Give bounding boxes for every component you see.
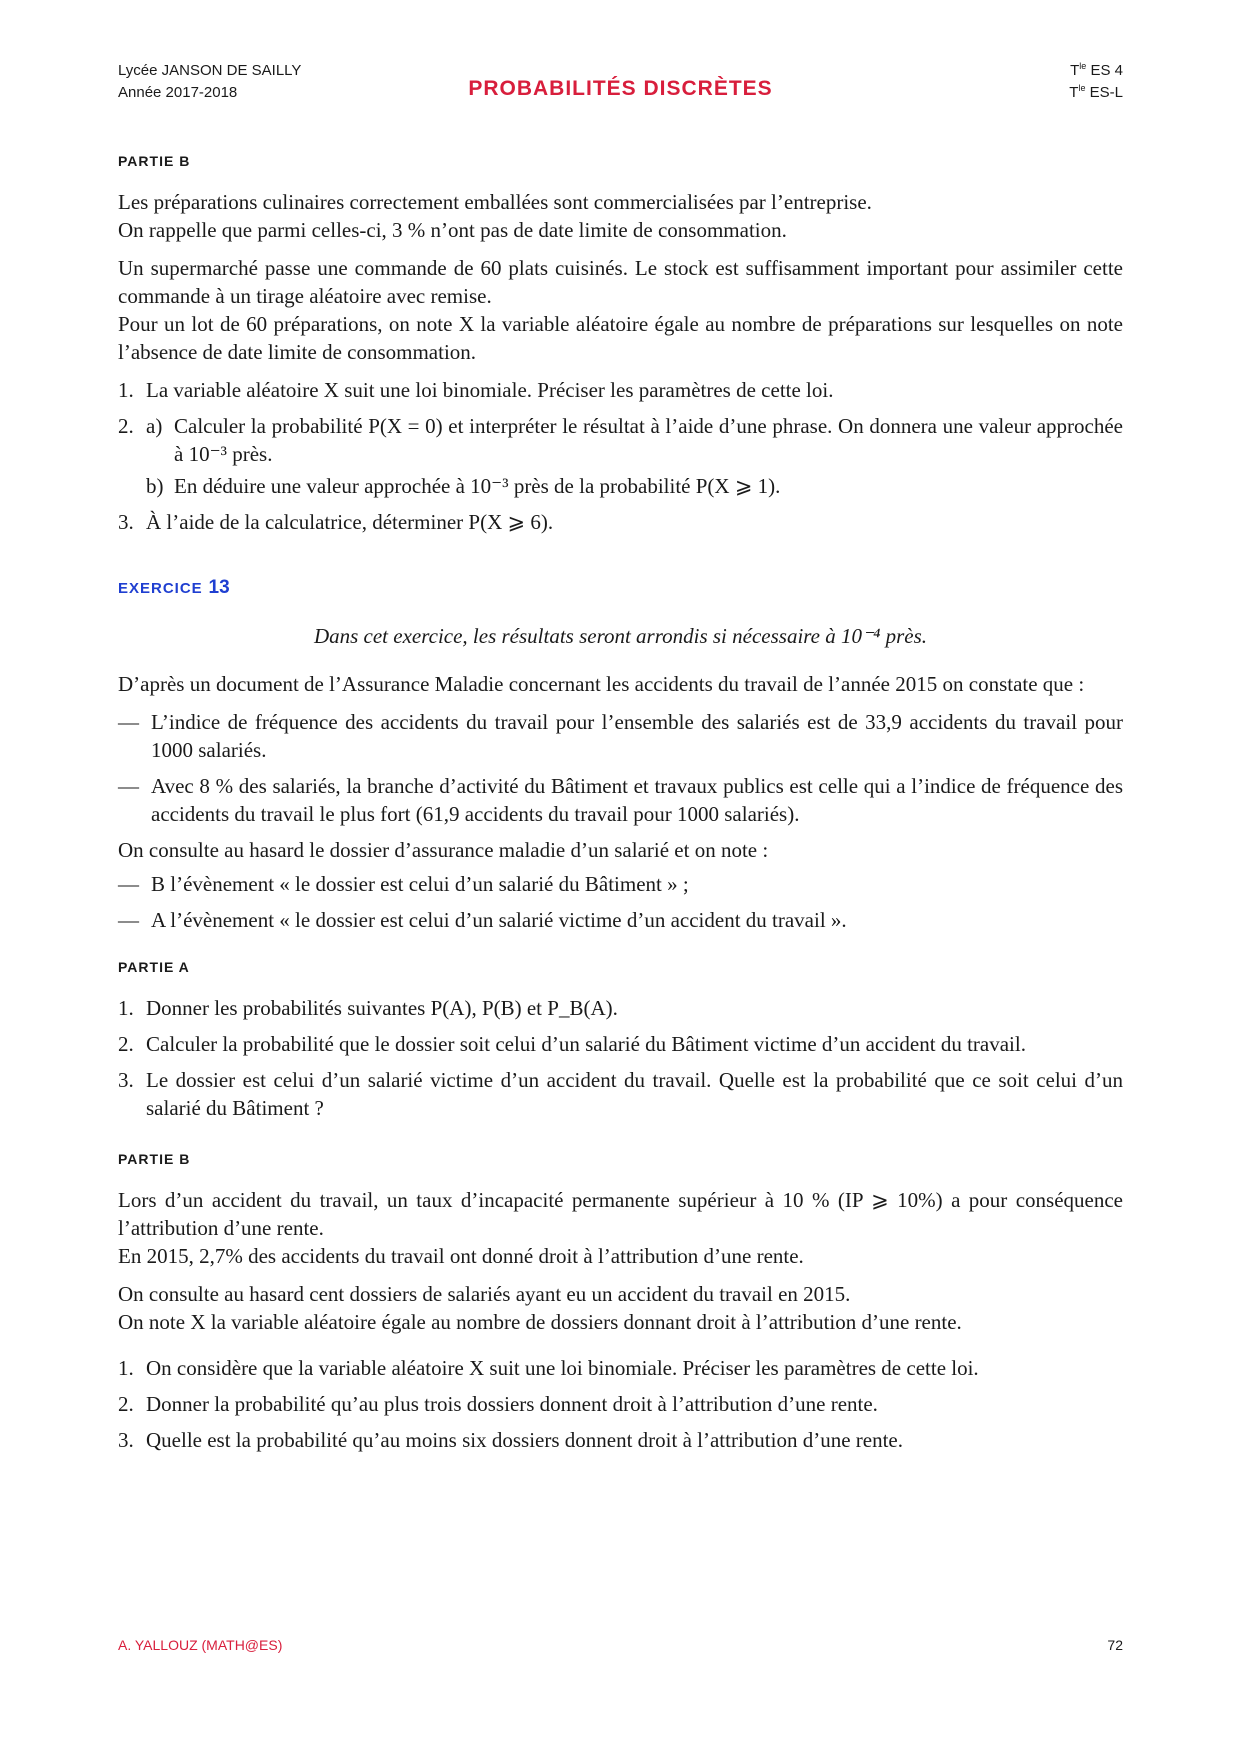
paragraph: Un supermarché passe une commande de 60 plats cuisinés. Le stock est suffisamment important pour assimiler cette commande à un tirage aléatoire avec remise. <box>118 256 1123 308</box>
question-1: 1. On considère que la variable aléatoire X suit une loi binomiale. Préciser les paramètres de cette loi. <box>118 1356 979 1380</box>
exercise-intro: Dans cet exercice, les résultats seront arrondis si nécessaire à 10⁻⁴ près. <box>313 624 928 648</box>
question-3: 3. Quelle est la probabilité qu’au moins six dossiers donnent droit à l’attribution d’une rente. <box>118 1428 903 1452</box>
question-2b: b) En déduire une valeur approchée à 10⁻³ près de la probabilité P(X ⩾ 1). <box>146 474 781 498</box>
paragraph: Les préparations culinaires correctement emballées sont commercialisées par l’entreprise. <box>118 190 872 214</box>
part-b-heading: PARTIE B <box>118 153 191 169</box>
class-info <box>1069 60 1123 104</box>
question-2a: 2. a) Calculer la probabilité P(X = 0) et interpréter le résultat à l’aide d’une phrase. On donnera une valeur approchée à 10⁻³ près. <box>118 414 1123 466</box>
paragraph: On consulte au hasard cent dossiers de salariés ayant eu un accident du travail en 2015. <box>118 1282 851 1306</box>
question-2: 2. Donner la probabilité qu’au plus trois dossiers donnent droit à l’attribution d’une rente. <box>118 1392 878 1416</box>
page-footer <box>118 1637 1123 1653</box>
paragraph: Lors d’un accident du travail, un taux d’incapacité permanente supérieur à 10 % (IP ⩾ 10%) a pour conséquence l’attribution d’une rente. <box>118 1188 1123 1240</box>
page-header <box>118 60 1123 110</box>
paragraph: D’après un document de l’Assurance Maladie concernant les accidents du travail de l’année 2015 on constate que : <box>118 672 1085 696</box>
question-2: 2. Calculer la probabilité que le dossier soit celui d’un salarié du Bâtiment victime d’un accident du travail. <box>118 1032 1026 1056</box>
exercise-heading: EXERCICE 13 <box>118 577 230 598</box>
part-b-heading-2: PARTIE B <box>118 1151 191 1167</box>
author: A. YALLOUZ (MATH@ES) <box>118 1637 283 1653</box>
paragraph: On rappelle que parmi celles-ci, 3 % n’ont pas de date limite de consommation. <box>118 218 787 242</box>
school-name: Lycée JANSON DE SAILLY <box>118 62 302 79</box>
paragraph: Pour un lot de 60 préparations, on note X la variable aléatoire égale au nombre de préparations sur lesquelles on note l’absence de date limite de consommation. <box>118 312 1123 364</box>
document-title: PROBABILITÉS DISCRÈTES <box>468 77 773 100</box>
paragraph: En 2015, 2,7% des accidents du travail ont donné droit à l’attribution d’une rente. <box>118 1244 804 1268</box>
question-1: 1. Donner les probabilités suivantes P(A), P(B) et P_B(A). <box>118 996 618 1020</box>
event-b: — B l’évènement « le dossier est celui d’un salarié du Bâtiment » ; <box>118 872 689 896</box>
page-content <box>118 152 1123 1462</box>
class-label-2: $T^{le}$ ES-L <box>1069 83 1123 101</box>
part-a-heading: PARTIE A <box>118 959 190 975</box>
list-item: — L’indice de fréquence des accidents du travail pour l’ensemble des salariés est de 33,9 accidents du travail pour 1000 salariés. <box>118 710 1123 762</box>
paragraph: On consulte au hasard le dossier d’assurance maladie d’un salarié et on note : <box>118 838 769 862</box>
question-3: 3. Le dossier est celui d’un salarié victime d’un accident du travail. Quelle est la probabilité que ce soit celui d’un salarié du Bâtiment ? <box>118 1068 1123 1120</box>
question-3: 3. À l’aide de la calculatrice, déterminer P(X ⩾ 6). <box>118 510 554 534</box>
school-year: Année 2017-2018 <box>118 84 238 101</box>
class-label-1: $T^{le}$ ES 4 <box>1070 61 1123 79</box>
event-a: — A l’évènement « le dossier est celui d’un salarié victime d’un accident du travail ». <box>118 908 847 932</box>
question-1: 1. La variable aléatoire X suit une loi binomiale. Préciser les paramètres de cette loi. <box>118 378 834 402</box>
paragraph: On note X la variable aléatoire égale au nombre de dossiers donnant droit à l’attribution d’une rente. <box>118 1310 962 1334</box>
page-number: 72 <box>1107 1637 1123 1653</box>
list-item: — Avec 8 % des salariés, la branche d’activité du Bâtiment et travaux publics est celle qui a l’indice de fréquence des accidents du travail le plus fort (61,9 accidents du travail pour 1000 salariés). <box>118 774 1123 826</box>
